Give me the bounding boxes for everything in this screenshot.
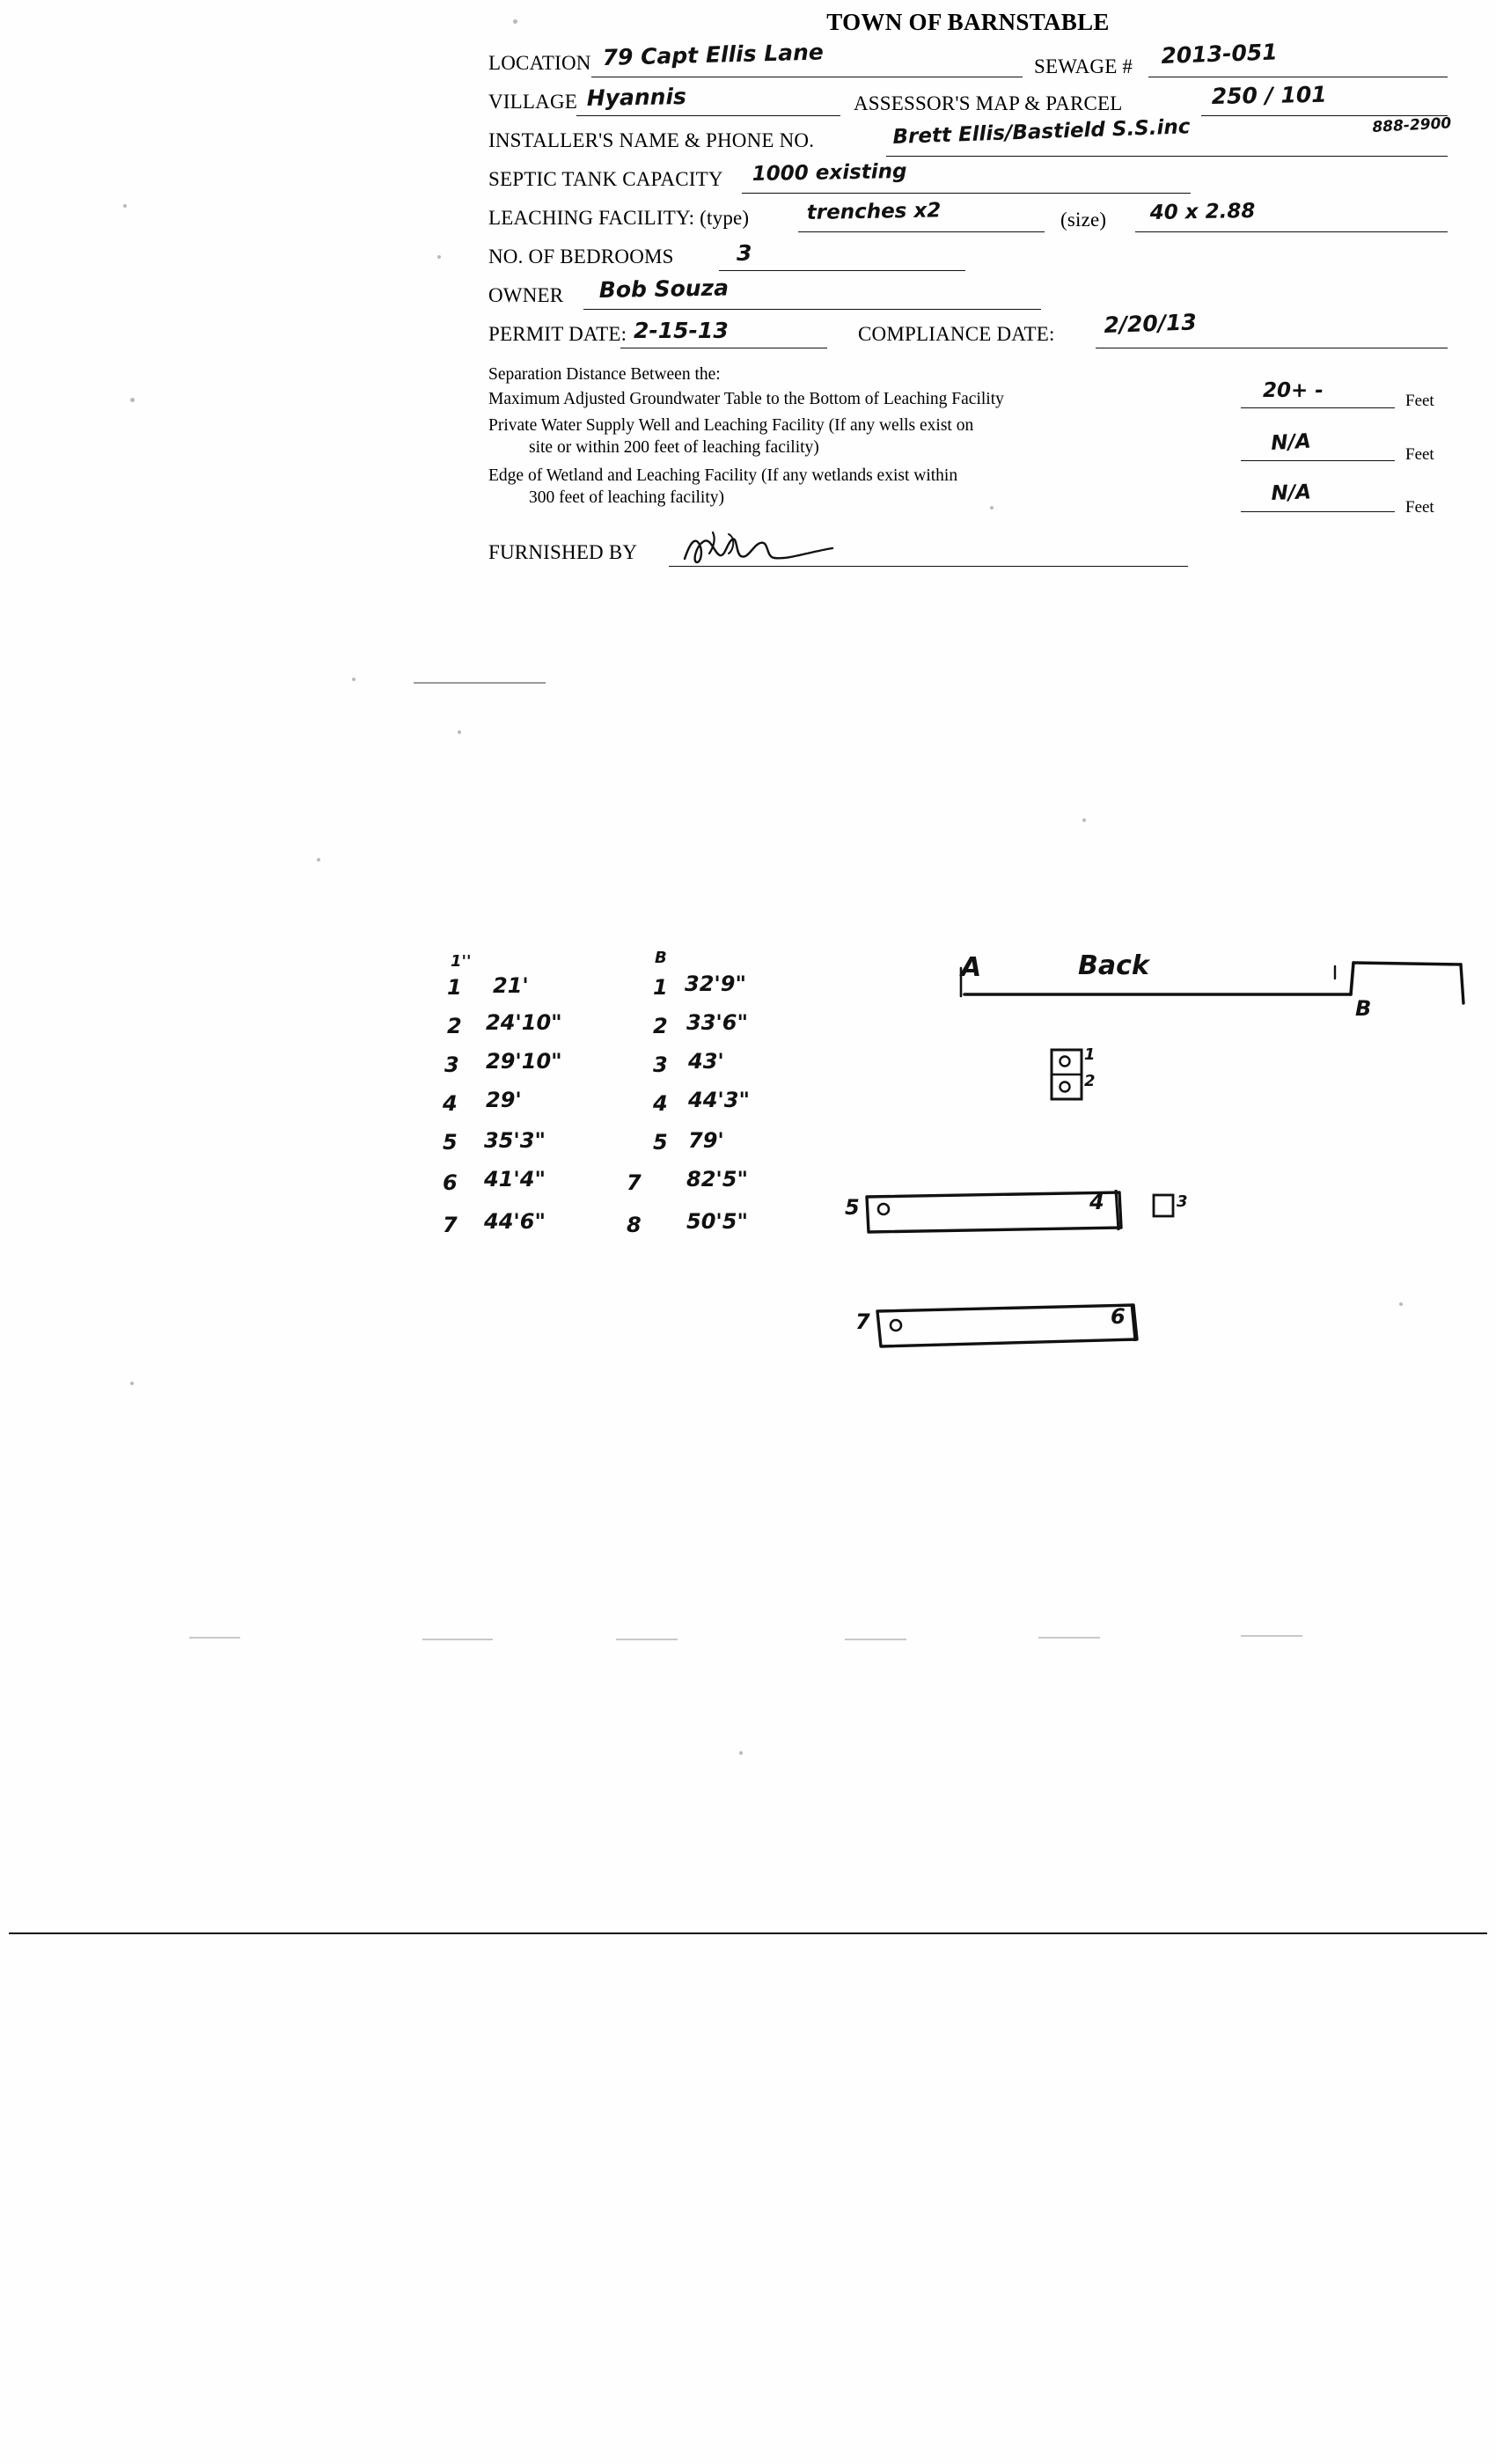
separation-item-3-unit: Feet — [1405, 498, 1434, 517]
measurement-index: 4 — [443, 1091, 458, 1116]
label-permit-date: PERMIT DATE: — [488, 323, 627, 345]
measurement-col2-header: B — [655, 949, 667, 967]
scan-speck — [352, 678, 356, 681]
label-furnished-by: FURNISHED BY — [488, 541, 638, 563]
value-owner: Bob Souza — [598, 275, 730, 303]
measurement-value: 35'3" — [484, 1128, 546, 1153]
separation-distance-block — [488, 355, 1434, 539]
label-leaching-facility-type: LEACHING FACILITY: (type) — [488, 207, 750, 229]
separation-item-3-text: Edge of Wetland and Leaching Facility (If any wetlands exist within — [488, 466, 958, 485]
measurement-index: 6 — [443, 1170, 458, 1195]
page-title: TOWN OF BARNSTABLE — [826, 9, 1110, 35]
label-owner: OWNER — [488, 284, 564, 306]
label-installer: INSTALLER'S NAME & PHONE NO. — [488, 129, 815, 151]
value-location: 79 Capt Ellis Lane — [602, 39, 825, 70]
page-bottom-divider — [9, 1932, 1487, 1934]
measurement-value: 44'6" — [484, 1209, 546, 1234]
separation-item-1-value: 20+ - — [1263, 379, 1324, 402]
value-compliance-date: 2/20/13 — [1103, 309, 1198, 338]
measurement-index: 8 — [627, 1213, 642, 1237]
scan-speck — [1399, 1302, 1403, 1306]
sketch-marker-1: 1 — [1084, 1045, 1096, 1064]
septic-permit-form — [488, 9, 1452, 592]
measurement-value: 79' — [688, 1128, 724, 1153]
scan-speck — [739, 1751, 743, 1755]
value-village: Hyannis — [586, 84, 687, 111]
measurement-col1-header: 1'' — [451, 952, 472, 971]
scan-smudge — [1241, 1635, 1302, 1637]
scan-smudge — [422, 1639, 493, 1640]
label-leaching-facility-size: (size) — [1060, 209, 1107, 231]
separation-item-2-text-cont: site or within 200 feet of leaching facility) — [529, 438, 819, 457]
form-row-village — [488, 81, 1430, 122]
measurement-value: 82'5" — [686, 1167, 748, 1192]
sketch-marker-tank-left: 5 — [845, 1195, 860, 1220]
form-row-owner — [488, 277, 1430, 316]
label-location: LOCATION — [488, 52, 591, 74]
measurement-index: 3 — [653, 1052, 668, 1077]
measurement-index: 1 — [447, 975, 462, 1000]
label-assessors-map-parcel: ASSESSOR'S MAP & PARCEL — [854, 92, 1123, 114]
scan-speck — [123, 204, 127, 208]
form-row-bedrooms — [488, 238, 1430, 277]
measurement-index: 2 — [447, 1014, 462, 1038]
measurement-value: 32'9" — [685, 972, 746, 996]
measurement-value: 24'10" — [486, 1010, 562, 1035]
scan-smudge — [845, 1639, 906, 1640]
value-leaching-facility-size: 40 x 2.88 — [1149, 199, 1256, 224]
scan-speck — [437, 255, 441, 259]
value-assessors-map-parcel: 250 / 101 — [1211, 81, 1327, 109]
scan-smudge — [189, 1637, 240, 1639]
scan-smudge — [1038, 1637, 1100, 1639]
value-permit-date: 2-15-13 — [634, 318, 729, 343]
measurement-value: 50'5" — [686, 1209, 748, 1234]
measurement-value: 33'6" — [686, 1010, 748, 1035]
sketch-marker-trench-left: 7 — [855, 1309, 870, 1334]
sketch-marker-2: 2 — [1084, 1072, 1096, 1090]
value-septic-tank-capacity: 1000 existing — [752, 159, 907, 186]
measurement-index: 5 — [653, 1130, 668, 1155]
sketch-label-back: Back — [1078, 950, 1149, 981]
value-leaching-facility-type: trenches x2 — [806, 199, 942, 224]
form-row-leaching-facility — [488, 200, 1430, 238]
scan-speck — [130, 398, 135, 402]
form-row-dates — [488, 309, 1430, 355]
value-installer-phone: 888-2900 — [1371, 114, 1452, 136]
scan-speck — [317, 858, 320, 862]
scan-smudge — [414, 682, 546, 684]
value-sewage-number: 2013-051 — [1160, 39, 1279, 69]
value-installer: Brett Ellis/Bastield S.S.inc — [892, 115, 1191, 149]
measurement-index: 3 — [444, 1052, 459, 1077]
sketch-marker-trench-right: 6 — [1111, 1304, 1126, 1329]
separation-item-3-value: N/A — [1271, 480, 1312, 505]
separation-item-1-unit: Feet — [1405, 392, 1434, 410]
scan-speck — [458, 730, 461, 734]
label-compliance-date: COMPLIANCE DATE: — [858, 323, 1055, 345]
separation-item-2-unit: Feet — [1405, 445, 1434, 464]
measurement-index: 1 — [653, 975, 668, 1000]
measurement-value: 21' — [493, 973, 529, 998]
form-row-septic-capacity — [488, 161, 1430, 200]
measurement-index: 7 — [443, 1213, 458, 1237]
label-septic-tank-capacity: SEPTIC TANK CAPACITY — [488, 168, 723, 190]
form-row-installer — [488, 114, 1452, 161]
label-sewage-number: SEWAGE # — [1034, 55, 1133, 77]
separation-item-2-value: N/A — [1270, 429, 1312, 455]
form-row-location — [488, 39, 1430, 84]
sketch-marker-tank-right: 4 — [1089, 1190, 1104, 1214]
label-village: VILLAGE — [488, 91, 578, 113]
measurement-value: 44'3" — [688, 1088, 750, 1112]
sketch-marker-B: B — [1355, 996, 1372, 1021]
measurement-value: 43' — [688, 1049, 724, 1074]
separation-item-1-text: Maximum Adjusted Groundwater Table to the Bottom of Leaching Facility — [488, 390, 1004, 408]
measurement-index: 7 — [627, 1170, 642, 1195]
label-no-of-bedrooms: NO. OF BEDROOMS — [488, 246, 674, 268]
sketch-marker-A: A — [961, 952, 982, 983]
value-no-of-bedrooms: 3 — [737, 240, 752, 266]
form-row-furnished-by — [488, 539, 1430, 592]
scan-smudge — [616, 1639, 678, 1640]
separation-item-3-text-cont: 300 feet of leaching facility) — [529, 488, 724, 507]
separation-item-2-text: Private Water Supply Well and Leaching Facility (If any wells exist on — [488, 416, 974, 435]
scan-speck — [1082, 818, 1086, 822]
scan-speck — [130, 1382, 134, 1385]
measurement-value: 41'4" — [484, 1167, 546, 1192]
signature-furnished-by — [678, 527, 959, 569]
measurement-value: 29'10" — [486, 1049, 562, 1074]
sketch-marker-dbox: 3 — [1177, 1192, 1188, 1211]
measurement-index: 2 — [653, 1014, 668, 1038]
separation-heading: Separation Distance Between the: — [488, 365, 721, 384]
measurement-value: 29' — [486, 1088, 522, 1112]
measurement-index: 4 — [653, 1091, 668, 1116]
measurement-index: 5 — [443, 1130, 458, 1155]
